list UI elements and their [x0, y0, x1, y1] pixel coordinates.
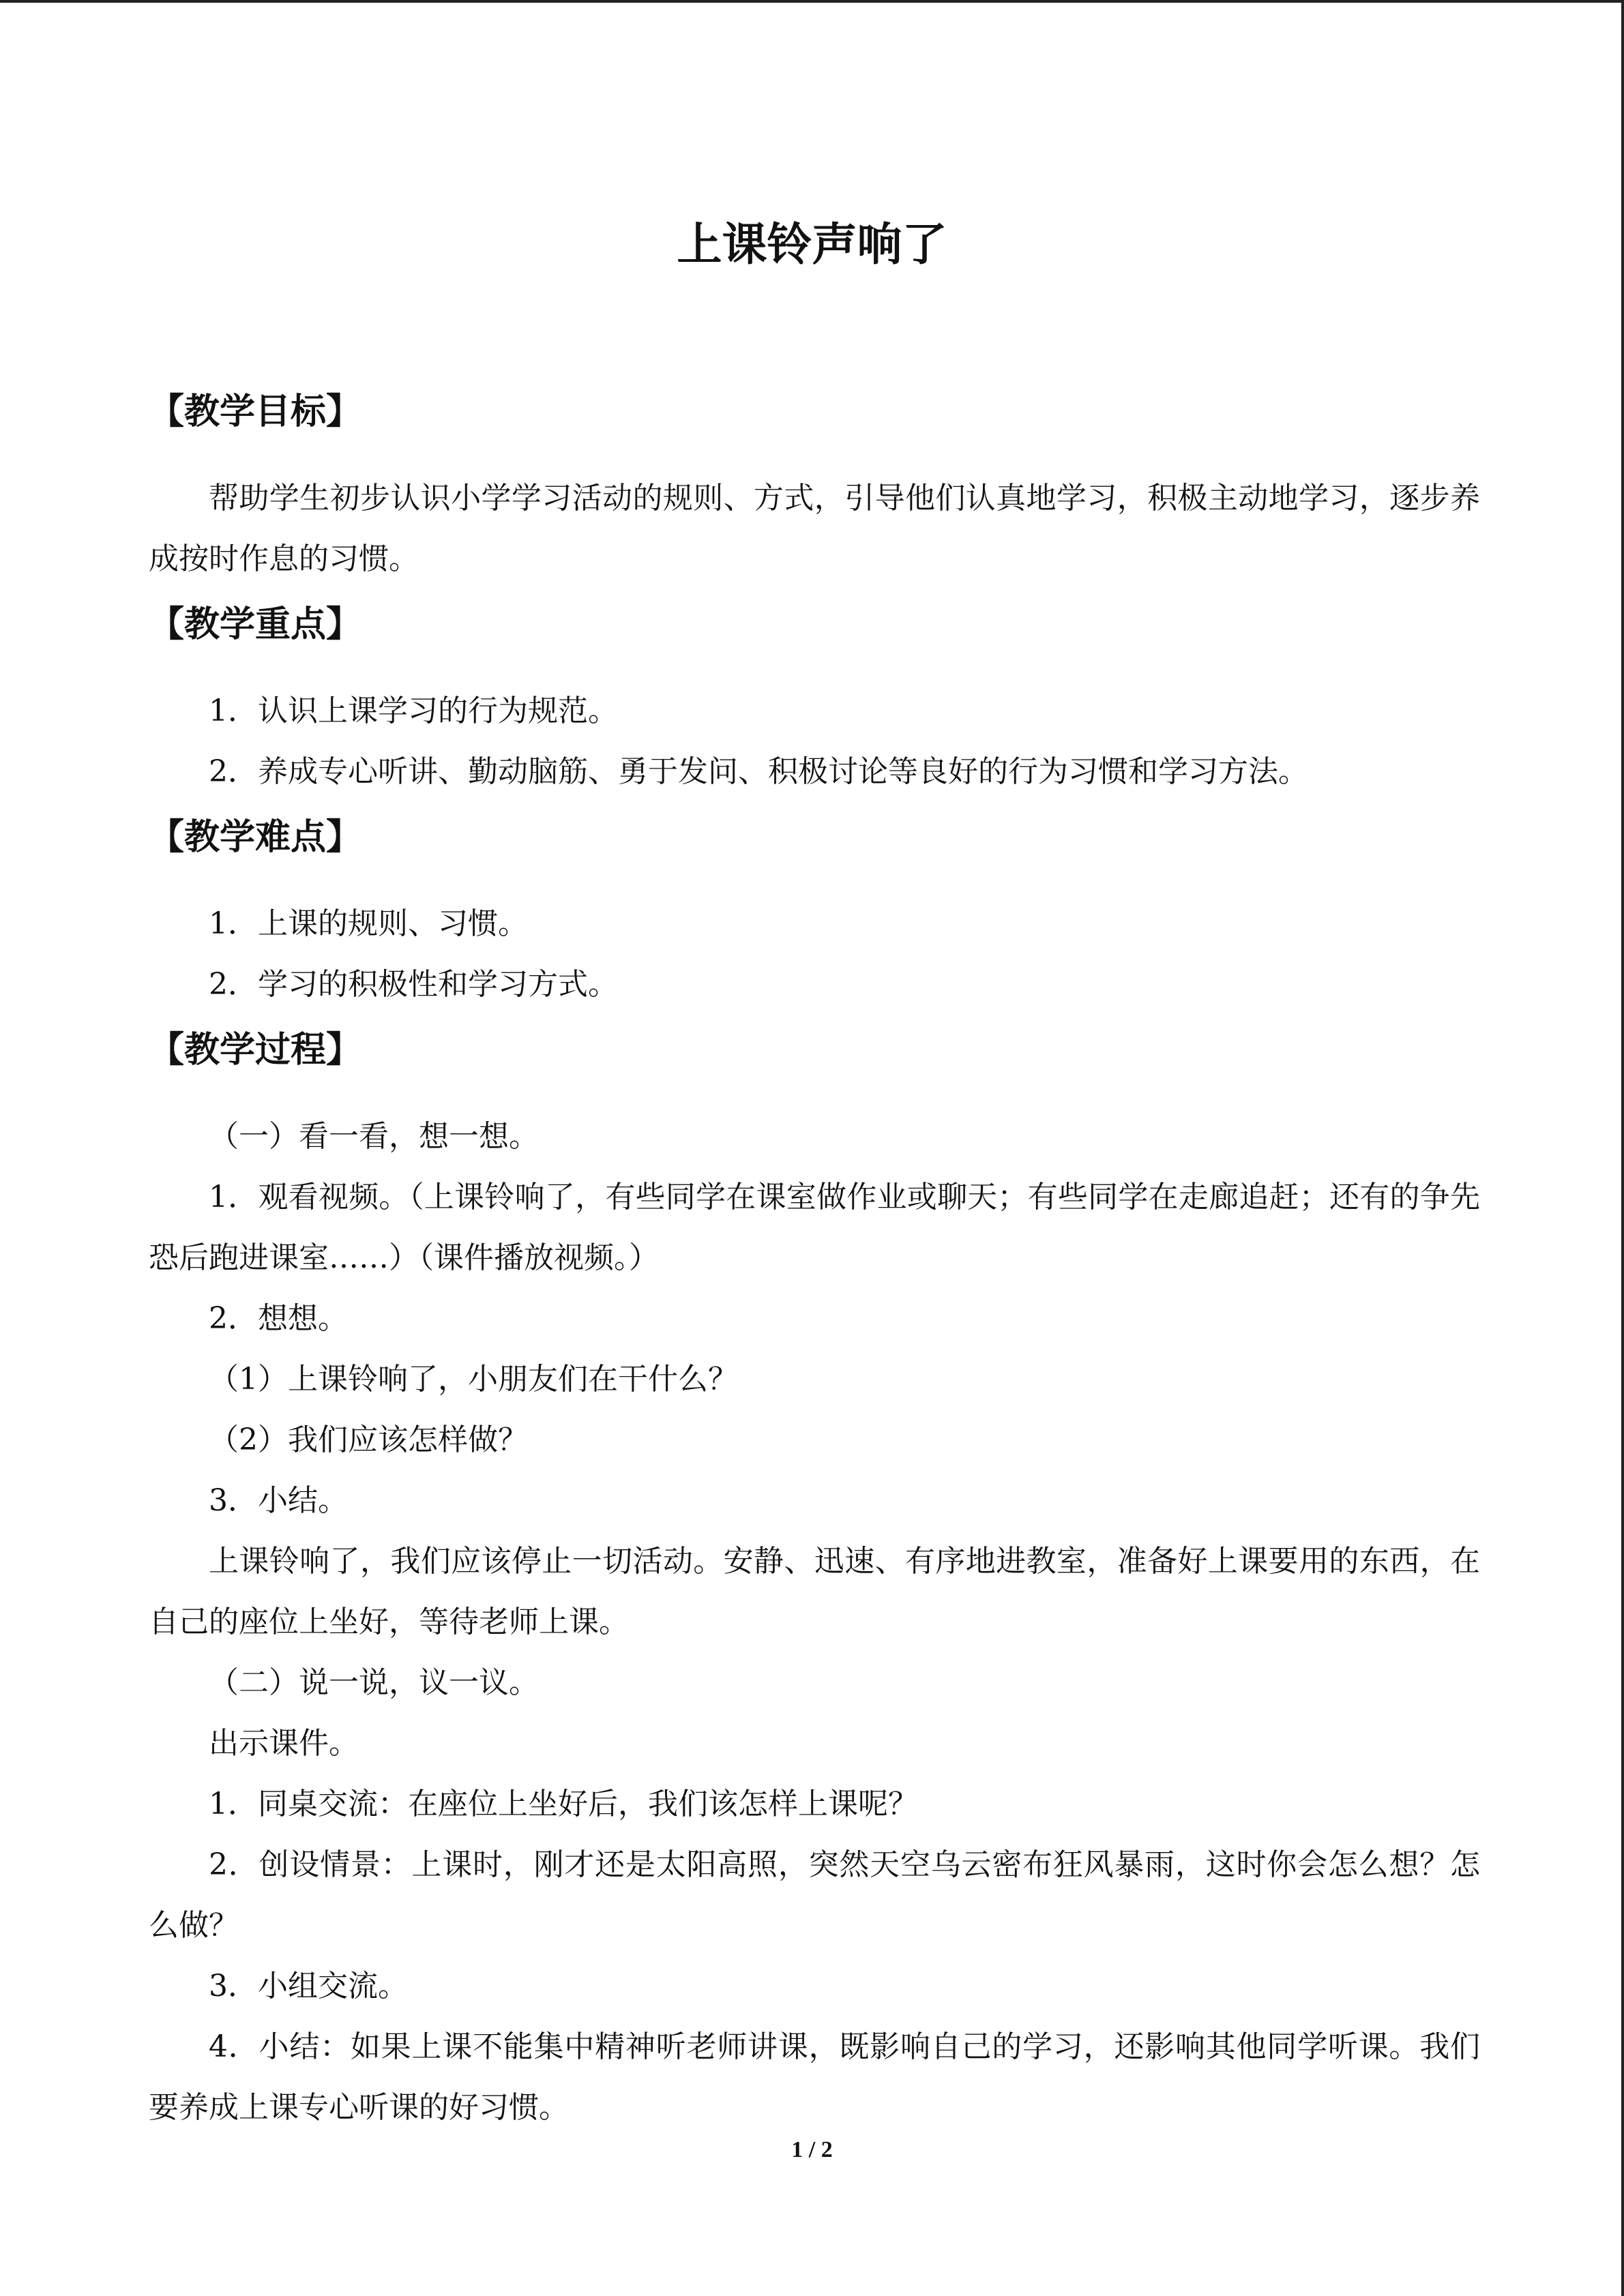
paragraph: （1）上课铃响了，小朋友们在干什么？ — [209, 1362, 738, 1397]
page-title: 上课铃声响了 — [677, 218, 947, 271]
paragraph: 1．上课的规则、习惯。 — [209, 906, 528, 941]
section-body — [149, 893, 1480, 1015]
paragraph: 出示课件。 — [209, 1726, 359, 1761]
paragraph: （二）说一说，议一议。 — [209, 1665, 539, 1700]
section-body — [149, 468, 1480, 589]
paragraph: 2．想想。 — [209, 1301, 348, 1336]
paragraph: （一）看一看，想一想。 — [209, 1119, 539, 1154]
paragraph: 1．观看视频。（上课铃响了，有些同学在课室做作业或聊天；有些同学在走廊追赶；还有的争先恐后跑进课室……）（课件播放视频。） — [149, 1180, 1480, 1275]
paragraph: 3．小组交流。 — [209, 1969, 408, 2003]
section-heading: 【教学过程】 — [149, 1030, 362, 1071]
paragraph: 3．小结。 — [209, 1483, 348, 1518]
section-heading: 【教学目标】 — [149, 391, 362, 432]
paragraph: 1．认识上课学习的行为规范。 — [209, 694, 618, 728]
paragraph: 上课铃响了，我们应该停止一切活动。安静、迅速、有序地进教室，准备好上课要用的东西，在自己的座位上坐好，等待老师上课。 — [149, 1544, 1480, 1639]
paragraph: 帮助学生初步认识小学学习活动的规则、方式，引导他们认真地学习，积极主动地学习，逐步养成按时作息的习惯。 — [149, 481, 1480, 576]
paragraph: 2．创设情景：上课时，刚才还是太阳高照，突然天空乌云密布狂风暴雨，这时你会怎么想？怎么做？ — [149, 1847, 1480, 1943]
paragraph: 2．养成专心听讲、勤动脑筋、勇于发问、积极讨论等良好的行为习惯和学习方法。 — [209, 754, 1308, 789]
paragraph: （2）我们应该怎样做？ — [209, 1422, 528, 1457]
section-heading: 【教学重点】 — [149, 604, 362, 645]
section-body — [149, 1106, 1480, 2138]
paragraph: 1．同桌交流：在座位上坐好后，我们该怎样上课呢？ — [209, 1787, 918, 1821]
paragraph: 2．学习的积极性和学习方式。 — [209, 967, 618, 1002]
paragraph: 4．小结：如果上课不能集中精神听老师讲课，既影响自己的学习，还影响其他同学听课。我们要养成上课专心听课的好习惯。 — [149, 2029, 1480, 2125]
section-heading: 【教学难点】 — [149, 817, 362, 858]
document-body — [149, 385, 1480, 2146]
page-number: 1 / 2 — [791, 2137, 833, 2162]
section-body — [149, 681, 1480, 802]
